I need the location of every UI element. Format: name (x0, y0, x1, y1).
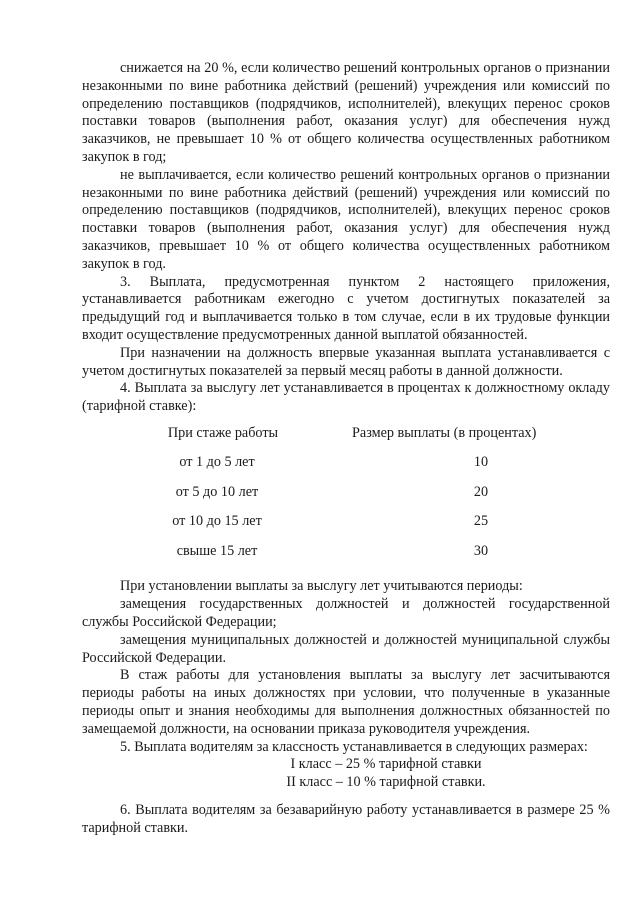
experience-cell: свыше 15 лет (176, 542, 258, 559)
paragraph-first-appointment: При назначении на должность впервые указанная выплата устанавливается с учетом достигнутых показателей за первый месяц работы в данной должности. (82, 344, 610, 379)
experience-cell: от 1 до 5 лет (179, 454, 255, 471)
header-amount: Размер выплаты (в процентах) (352, 424, 537, 441)
experience-cell: от 10 до 15 лет (172, 513, 262, 530)
table-row (82, 484, 610, 514)
paragraph-item-6: 6. Выплата водителям за безаварийную работу устанавливается в размере 25 % тарифной ставки. (82, 802, 610, 836)
paragraph-not-paid: не выплачивается, если количество решений контрольных органов о признании незаконными по вине работника действий (решений) учреждения или комиссий по определению поставщиков (подрядчиков, исполнителей), влекущих перенос сроков поставки товаров (выполнения работ, оказания услуг) для обеспечения нужд заказчиков, превышает 10 % от общего количества осуществленных работником закупок в год. (82, 166, 610, 272)
spacer (82, 792, 610, 802)
header-experience: При стаже работы (167, 424, 279, 441)
table-row (82, 543, 610, 573)
paragraph-item-5: 5. Выплата водителям за классность устанавливается в следующих размерах: (120, 738, 588, 755)
amount-cell: 20 (473, 483, 489, 500)
paragraph-item-3: 3. Выплата, предусмотренная пунктом 2 настоящего приложения, устанавливается работникам ежегодно с учетом достигнутых показателей за предыдущий год и выплачивается только в том случае, если в их трудовые функции входит осуществление предусмотренных данной выплатой обязанностей. (82, 273, 610, 343)
driver-class-1: I класс – 25 % тарифной ставки (290, 756, 482, 773)
table-header-row (82, 425, 610, 455)
amount-cell: 25 (473, 513, 489, 530)
paragraph-periods-intro: При установлении выплаты за выслугу лет учитываются периоды: (120, 578, 523, 595)
table-row (82, 454, 610, 484)
amount-cell: 30 (473, 542, 489, 559)
paragraph-reduced-20: снижается на 20 %, если количество решений контрольных органов о признании незаконными по вине работника действий (решений) учреждения или комиссий по определению поставщиков (подрядчиков, исполнителей), влекущих перенос сроков поставки товаров (выполнения работ, оказания услуг) для обеспечения нужд заказчиков, не превышает 10 % от общего количества осуществленных работником закупок в год; (82, 60, 610, 165)
paragraph-municipal-positions: замещения муниципальных должностей и должностей муниципальной службы Российской Федерации. (82, 631, 610, 666)
paragraph-state-positions: замещения государственных должностей и должностей государственной службы Российской Федерации; (82, 596, 610, 631)
amount-cell: 10 (473, 454, 489, 471)
paragraph-other-positions: В стаж работы для установления выплаты за выслугу лет засчитываются периоды работы на иных должностях при условии, что полученные в указанные периоды опыт и знания необходимы для выполнения должностных обязанностей по замещаемой должности, на основании приказа руководителя учреждения. (82, 667, 610, 737)
paragraph-item-4: 4. Выплата за выслугу лет устанавливается в процентах к должностному окладу (тарифной ставке): (82, 380, 610, 415)
table-row (82, 513, 610, 543)
seniority-table (82, 425, 610, 573)
driver-class-2: II класс – 10 % тарифной ставки. (286, 774, 486, 791)
document-page (82, 60, 610, 838)
experience-cell: от 5 до 10 лет (175, 483, 259, 500)
